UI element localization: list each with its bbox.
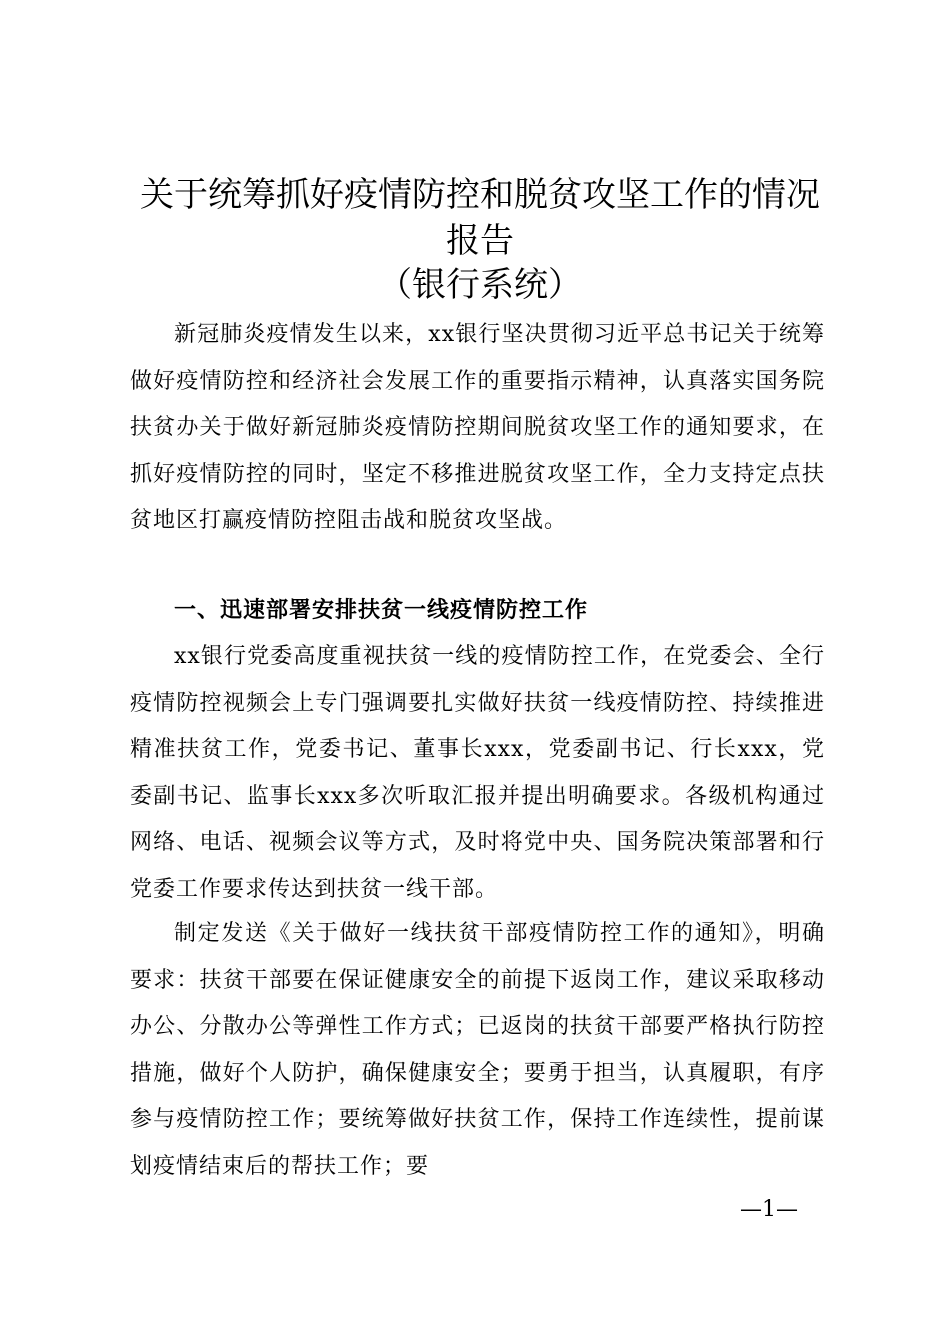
body-paragraph: xx银行党委高度重视扶贫一线的疫情防控工作，在党委会、全行疫情防控视频会上专门强调要扎实做好扶贫一线疫情防控、持续推进精准扶贫工作，党委书记、董事长xxx，党委副书记、行长xxx，党委副书记、监事长xxx多次听取汇报并提出明确要求。各级机构通过网络、电话、视频会议等方式，及时将党中央、国务院决策部署和行党委工作要求传达到扶贫一线干部。 xyxy=(130,644,825,902)
document-title-line-2: 报告 xyxy=(446,221,514,261)
section-heading-1: 一、迅速部署安排扶贫一线疫情防控工作 xyxy=(174,598,589,623)
document-subtitle: （银行系统） xyxy=(378,265,582,305)
body-paragraph: 制定发送《关于做好一线扶贫干部疫情防控工作的通知》，明确要求：扶贫干部要在保证健康安全的前提下返岗工作，建议采取移动办公、分散办公等弹性工作方式；已返岗的扶贫干部要严格执行防控措施，做好个人防护，确保健康安全；要勇于担当，认真履职，有序参与疫情防控工作；要统筹做好扶贫工作，保持工作连续性，提前谋划疫情结束后的帮扶工作；要 xyxy=(130,921,825,1179)
intro-paragraph: 新冠肺炎疫情发生以来，xx银行坚决贯彻习近平总书记关于统筹做好疫情防控和经济社会发展工作的重要指示精神，认真落实国务院扶贫办关于做好新冠肺炎疫情防控期间脱贫攻坚工作的通知要求，在抓好疫情防控的同时，坚定不移推进脱贫攻坚工作，全力支持定点扶贫地区打赢疫情防控阻击战和脱贫攻坚战。 xyxy=(130,322,825,533)
page-number: —1— xyxy=(740,1197,798,1222)
document-title-line-1: 关于统筹抓好疫情防控和脱贫攻坚工作的情况 xyxy=(140,175,820,215)
